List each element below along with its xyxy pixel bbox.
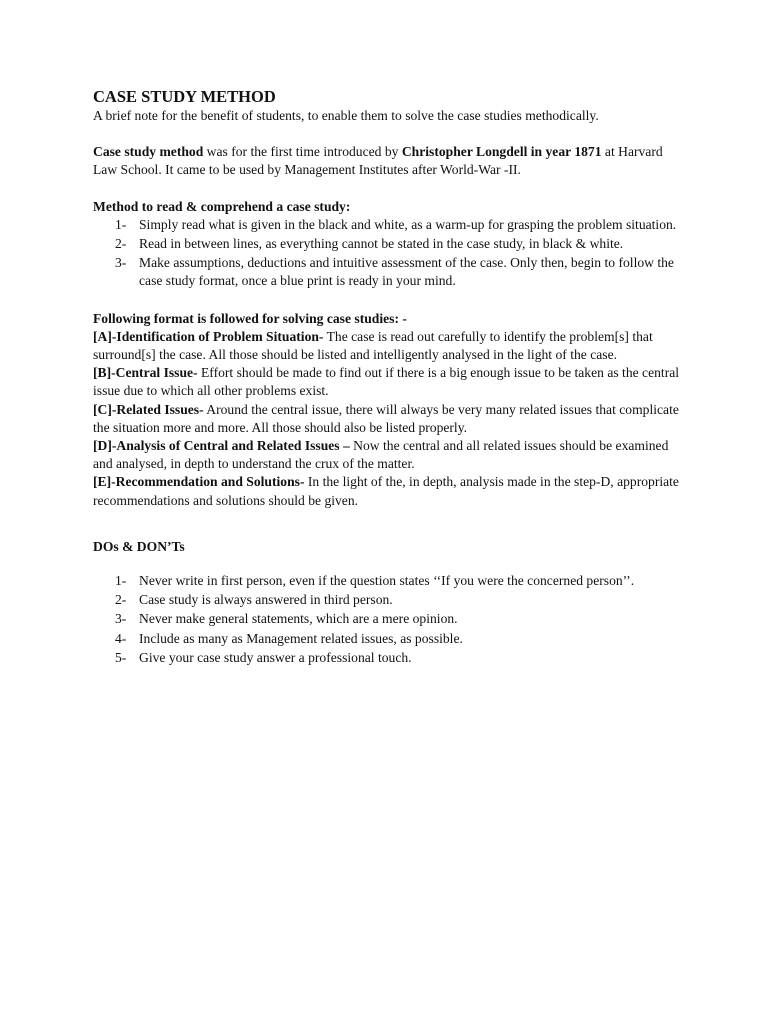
history-text-2: at Harvard Law School. It came to be used by Management Institutes after World-War -II. [93,144,663,178]
document-title: CASE STUDY METHOD [93,87,276,106]
format-heading: Following format is followed for solving case studies: - [93,310,407,326]
list-number: 1- [115,573,127,589]
format-label: [D]-Analysis of Central and Related Issues – [93,438,350,454]
method-heading: Method to read & comprehend a case study: [93,198,351,214]
format-item-a [93,328,688,364]
format-item-b [93,364,688,400]
format-text: In the light of the, in depth, analysis made in the step-D, appropriate recommendations and solutions should be given. [93,474,679,508]
list-number: 4- [115,630,127,646]
list-item [93,649,688,667]
format-text: The case is read out carefully to identify the problem[s] that surround[s] the case. All those should be listed and intelligently analysed in the light of the case. [93,328,653,363]
list-text: Case study is always answered in third person. [139,592,393,608]
list-text: Simply read what is given in the black and white, as a warm-up for grasping the problem situation. [139,216,677,232]
dos-list [93,572,688,667]
list-text: Never write in first person, even if the question states ‘‘If you were the concerned person’’. [139,573,635,589]
list-text: Never make general statements, which are a mere opinion. [139,611,458,627]
format-text: Now the central and all related issues should be examined and analysed, in depth to understand the crux of the matter. [93,438,669,472]
history-paragraph [93,143,688,179]
list-text: Make assumptions, deductions and intuitive assessment of the case. Only then, begin to follow the case study format, once a blue print is ready in your mind. [139,255,674,289]
format-label: [B]-Central Issue- [93,365,198,381]
list-item [93,216,688,234]
list-item [93,235,688,253]
format-item-e [93,473,688,509]
list-text: Include as many as Management related issues, as possible. [139,630,463,646]
list-item [93,591,688,609]
list-number: 5- [115,649,127,665]
list-text: Read in between lines, as everything cannot be stated in the case study, in black & white. [139,236,624,252]
format-text: Effort should be made to find out if there is a big enough issue to be taken as the central issue due to which all other problems exist. [93,365,680,399]
list-number: 1- [115,216,127,232]
list-text: Give your case study answer a professional touch. [139,649,412,665]
list-item [93,630,688,648]
history-founder: Christopher Longdell in year 1871 [401,144,602,160]
format-item-c [93,401,688,437]
history-text-1: was for the first time introduced by [203,144,402,160]
format-item-d [93,437,688,473]
list-number: 3- [115,611,127,627]
intro-text: A brief note for the benefit of students, to enable them to solve the case studies methodically. [93,108,599,123]
format-label: [E]-Recommendation and Solutions- [93,474,305,490]
list-item [93,572,688,590]
method-list [93,216,688,291]
list-item [93,254,688,290]
format-label: [A]-Identification of Problem Situation- [93,328,324,344]
format-label: [C]-Related Issues- [93,401,204,417]
list-number: 3- [115,255,127,271]
list-number: 2- [115,592,127,608]
list-number: 2- [115,236,127,252]
history-term: Case study method [93,144,204,160]
list-item [93,610,688,628]
format-text: Around the central issue, there will always be very many related issues that complicate the situation more and more. All those should also be listed properly. [93,401,679,435]
dos-heading: DOs & DON’Ts [93,538,185,554]
